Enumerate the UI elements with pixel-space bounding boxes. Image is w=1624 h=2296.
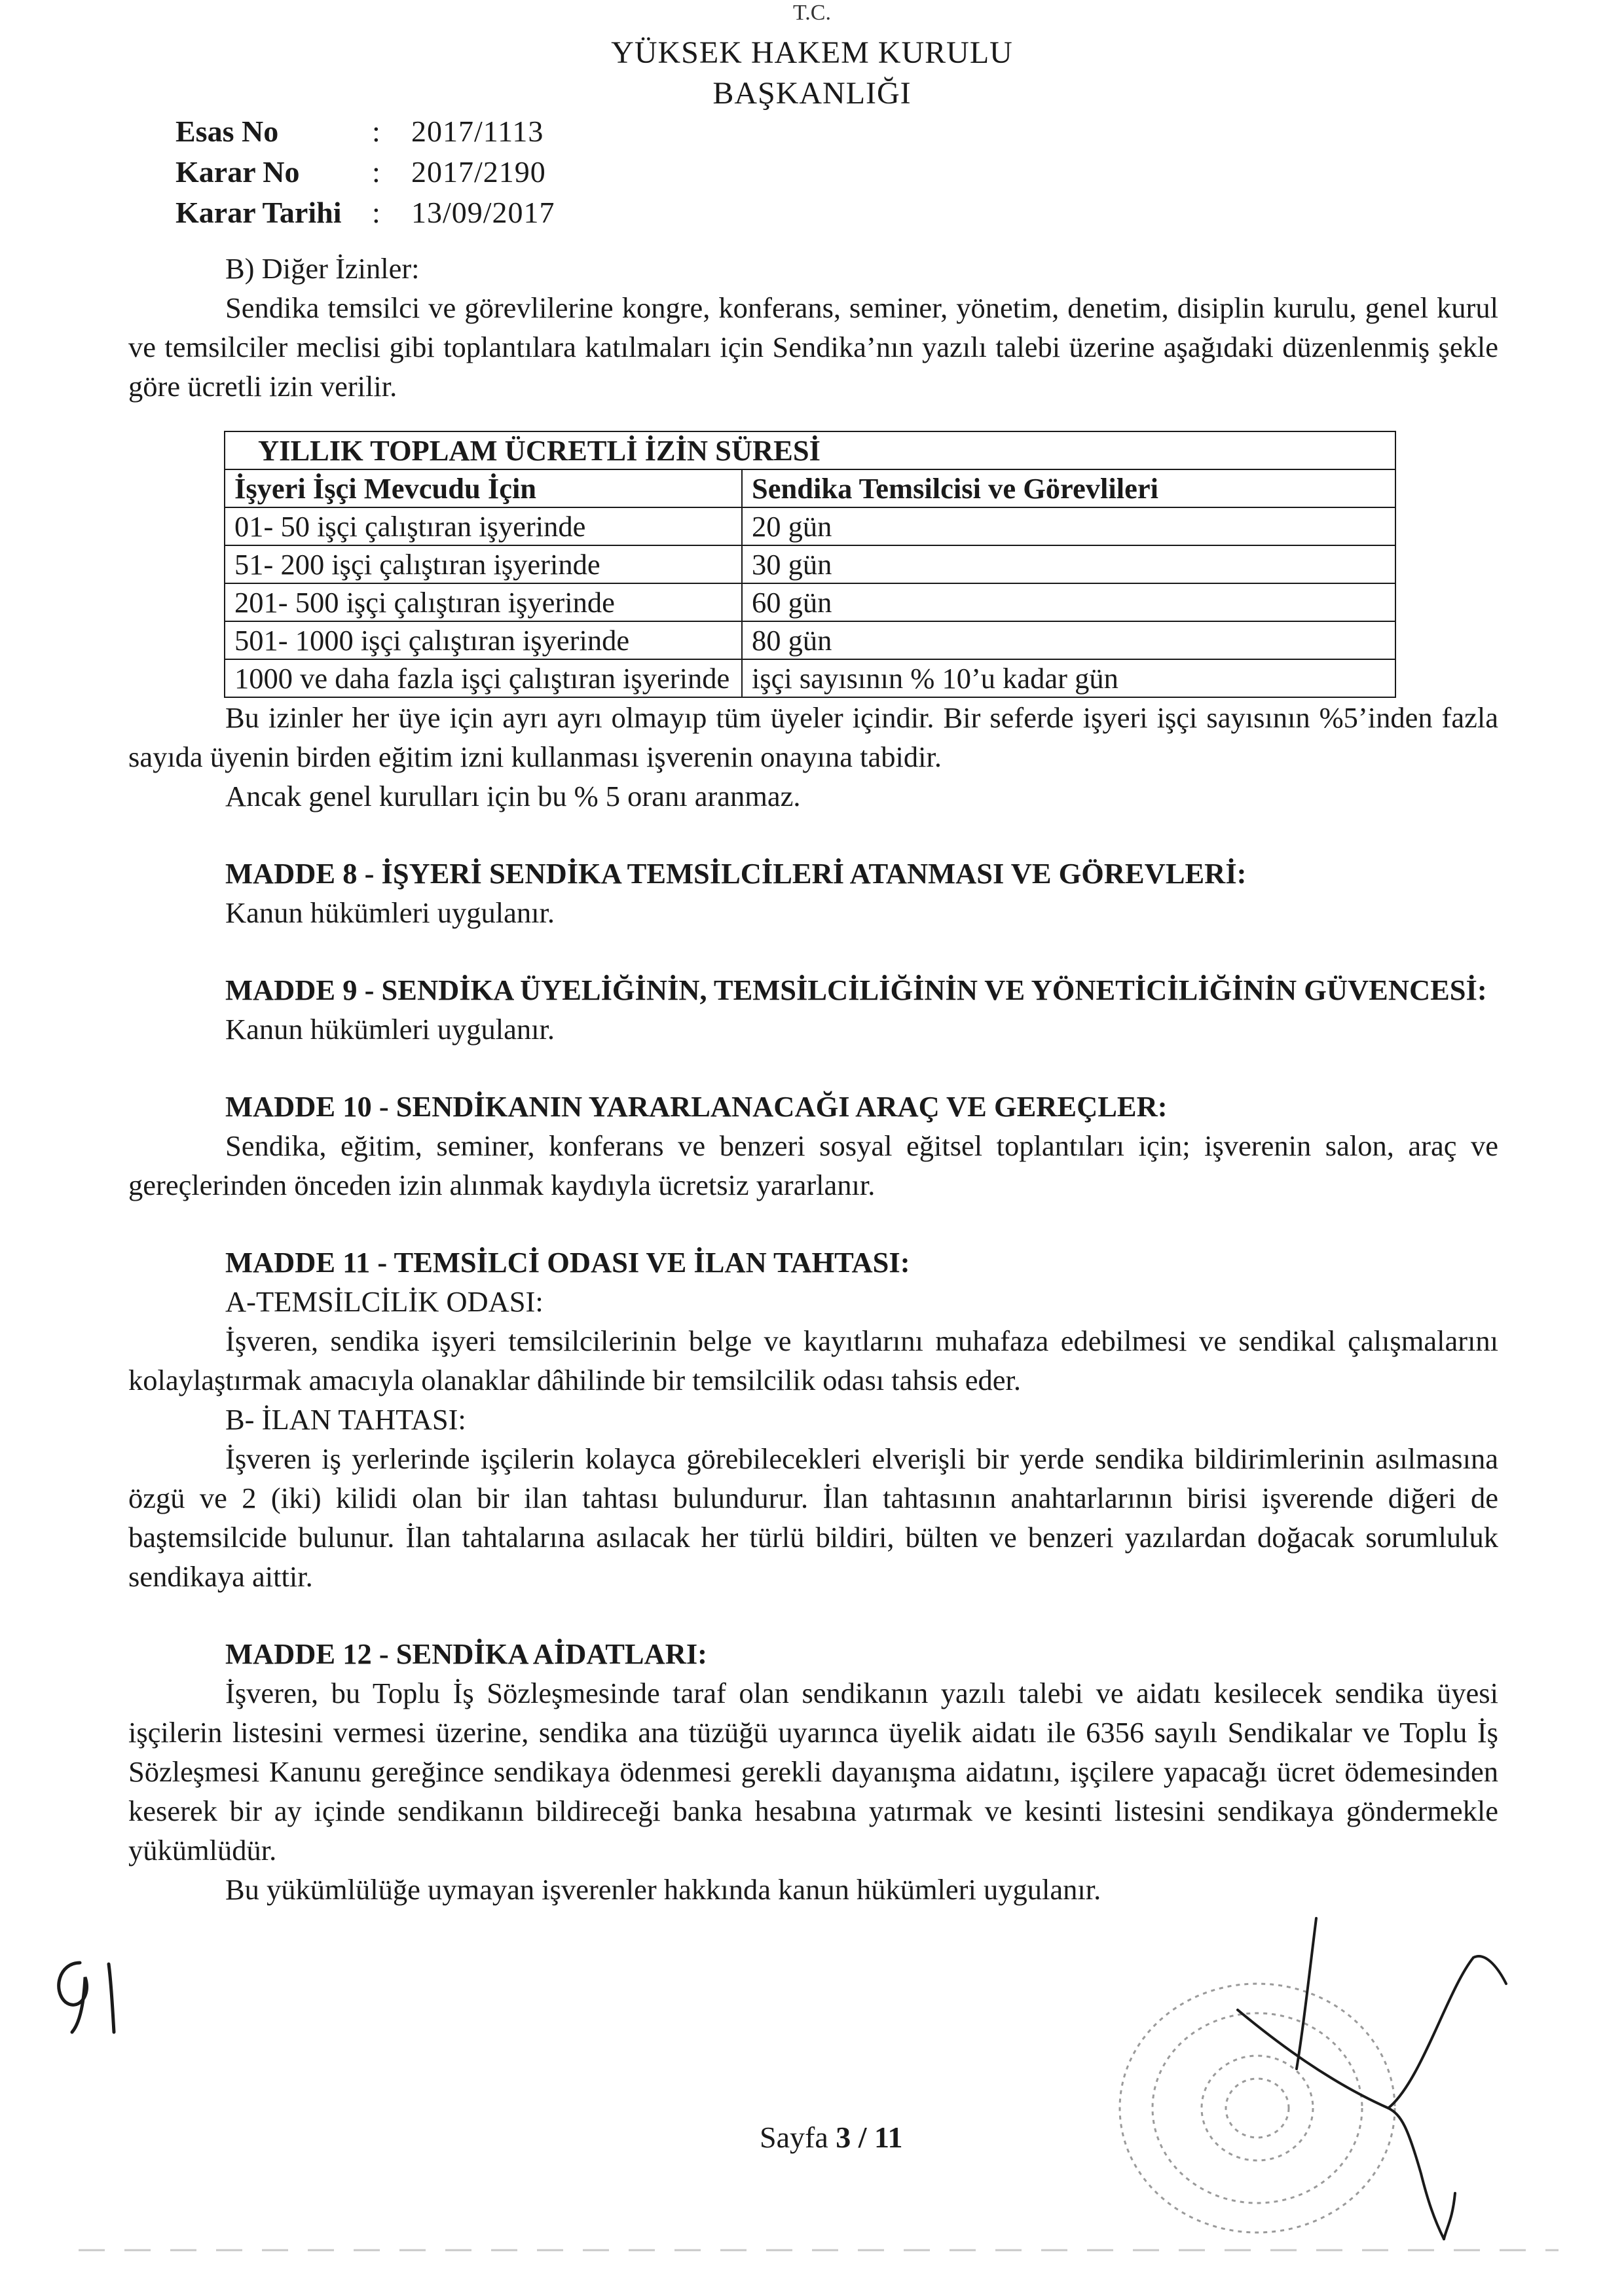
after-table-text: Bu izinler her üye için ayrı ayrı olmayıp tüm üyeler içindir. Bir seferde işyeri işçi sayısının %5’inden fazla sayıda üyenin birden eğitim izni kullanması işverenin onayına tabidir. xyxy=(128,701,1498,773)
meta-sep: : xyxy=(372,196,380,229)
madde-11-text-a: İşveren, sendika işyeri temsilcilerinin belge ve kayıtlarını muhafaza edebilmesi ve sendikal çalışmalarını kolaylaştırmak amacıyla olanaklar dâhilinde bir temsilcilik odası tahsis eder. xyxy=(128,1324,1498,1396)
madde-11-sub-b: B- İLAN TAHTASI: xyxy=(225,1403,466,1436)
madde-12-title: MADDE 12 - SENDİKA AİDATLARI: xyxy=(225,1637,707,1670)
table-row xyxy=(225,659,1395,697)
table-cell: 1000 ve daha fazla işçi çalıştıran işyerinde xyxy=(225,659,742,697)
table-header-cell: Sendika Temsilcisi ve Görevlileri xyxy=(742,469,1395,507)
page-prefix: Sayfa xyxy=(760,2121,836,2154)
madde-9-text: Kanun hükümleri uygulanır. xyxy=(225,1013,555,1046)
page-sep: / xyxy=(851,2121,875,2154)
stamp-and-signature xyxy=(1080,1912,1526,2252)
madde-10-text: Sendika, eğitim, seminer, konferans ve benzeri sosyal eğitsel toplantıları için; işverenin salon, araç ve gereçlerinden önceden izin alınmak kaydıyla ücretsiz yararlanır. xyxy=(128,1129,1498,1201)
table-cell: 51- 200 işçi çalıştıran işyerinde xyxy=(225,545,742,583)
page-number xyxy=(760,2120,903,2155)
table-cell: 80 gün xyxy=(742,621,1395,659)
institution-title xyxy=(511,33,1113,114)
section-b-text: Sendika temsilci ve görevlilerine kongre, konferans, seminer, yönetim, denetim, disiplin kurulu, genel kurul ve temsilciler meclisi gibi toplantılara katılmaları için Sendika’nın yazılı talebi üzerine aşağıdaki düzenlenmiş şekle göre ücretli izin verilir. xyxy=(128,291,1498,403)
table-cell: 01- 50 işçi çalıştıran işyerinde xyxy=(225,507,742,545)
meta-label: Karar Tarihi xyxy=(175,196,342,229)
table-cell: 501- 1000 işçi çalıştıran işyerinde xyxy=(225,621,742,659)
meta-row-tarih xyxy=(175,192,555,233)
document-body xyxy=(128,249,1498,1909)
table-cell: 30 gün xyxy=(742,545,1395,583)
institution-title-line2: BAŞKANLIĞI xyxy=(712,76,912,111)
madde-8-text: Kanun hükümleri uygulanır. xyxy=(225,896,555,929)
institution-title-line1: YÜKSEK HAKEM KURULU xyxy=(611,35,1013,70)
section-b-title: B) Diğer İzinler: xyxy=(225,252,420,285)
meta-value: 2017/1113 xyxy=(411,115,544,148)
table-cell: 60 gün xyxy=(742,583,1395,621)
official-stamp-icon xyxy=(1120,1984,1395,2232)
madde-11-title: MADDE 11 - TEMSİLCİ ODASI VE İLAN TAHTASI: xyxy=(225,1246,910,1279)
table-title: YILLIK TOPLAM ÜCRETLİ İZİN SÜRESİ xyxy=(225,431,1395,469)
madde-12-text-2: Bu yükümlülüğe uymayan işverenler hakkında kanun hükümleri uygulanır. xyxy=(225,1873,1101,1906)
table-row xyxy=(225,621,1395,659)
table-cell: 20 gün xyxy=(742,507,1395,545)
header-fragment: T.C. xyxy=(793,1,831,25)
meta-label: Karar No xyxy=(175,155,300,189)
madde-10-title: MADDE 10 - SENDİKANIN YARARLANACAĞI ARAÇ VE GEREÇLER: xyxy=(225,1090,1168,1123)
case-meta xyxy=(175,111,555,233)
page-total: 11 xyxy=(874,2121,903,2154)
table-row xyxy=(225,583,1395,621)
meta-value: 13/09/2017 xyxy=(411,196,555,229)
madde-11-text-b: İşveren iş yerlerinde işçilerin kolayca görebilecekleri elverişli bir yerde sendika bildirimlerinin asılmasına özgü ve 2 (iki) kilidi olan bir ilan tahtası bulundurur. İlan tahtasının anahtarlarının birisi işverende diğeri de baştemsilcide bulunur. İlan tahtalarına asılacak her türlü bildiri, bülten ve benzeri yazılardan doğacak sorumluluk sendikaya aittir. xyxy=(128,1442,1498,1593)
madde-11-sub-a: A-TEMSİLCİLİK ODASI: xyxy=(225,1285,544,1318)
madde-9-title: MADDE 9 - SENDİKA ÜYELİĞİNİN, TEMSİLCİLİĞİNİN VE YÖNETİCİLİĞİNİN GÜVENCESİ: xyxy=(225,974,1487,1006)
meta-sep: : xyxy=(372,115,380,148)
meta-value: 2017/2190 xyxy=(411,155,546,189)
table-row xyxy=(225,545,1395,583)
table-header-cell: İşyeri İşçi Mevcudu İçin xyxy=(225,469,742,507)
handwritten-number-mark xyxy=(46,1951,138,2036)
scan-artifact-line xyxy=(79,2247,1559,2253)
meta-row-esas xyxy=(175,111,555,152)
table-cell: işçi sayısının % 10’u kadar gün xyxy=(742,659,1395,697)
after-table-note: Ancak genel kurulları için bu % 5 oranı aranmaz. xyxy=(225,780,801,812)
page-current: 3 xyxy=(836,2121,851,2154)
table-row xyxy=(225,507,1395,545)
madde-8-title: MADDE 8 - İŞYERİ SENDİKA TEMSİLCİLERİ ATANMASI VE GÖREVLERİ: xyxy=(225,857,1247,890)
leave-table xyxy=(224,431,1396,698)
signature-icon xyxy=(1238,1918,1506,2239)
table-header-row xyxy=(225,469,1395,507)
meta-row-karar xyxy=(175,152,555,192)
table-cell: 201- 500 işçi çalıştıran işyerinde xyxy=(225,583,742,621)
table-title-row xyxy=(225,431,1395,469)
meta-label: Esas No xyxy=(175,115,279,148)
madde-12-text-1: İşveren, bu Toplu İş Sözleşmesinde taraf olan sendikanın yazılı talebi ve aidatı kesilecek sendika üyesi işçilerin listesini vermesi üzerine, sendika ana tüzüğü uyarınca üyelik aidatı ile 6356 sayılı Sendikalar ve Toplu İş Sözleşmesi Kanunu gereğince sendikaya ödenmesi gerekli dayanışma aidatını, işçilere yapacağı ücret ödemesinden keserek bir ay içinde sendikanın bildireceği banka hesabına yatırmak ve kesinti listesini sendikaya göndermekle yükümlüdür. xyxy=(128,1677,1498,1867)
meta-sep: : xyxy=(372,155,380,189)
